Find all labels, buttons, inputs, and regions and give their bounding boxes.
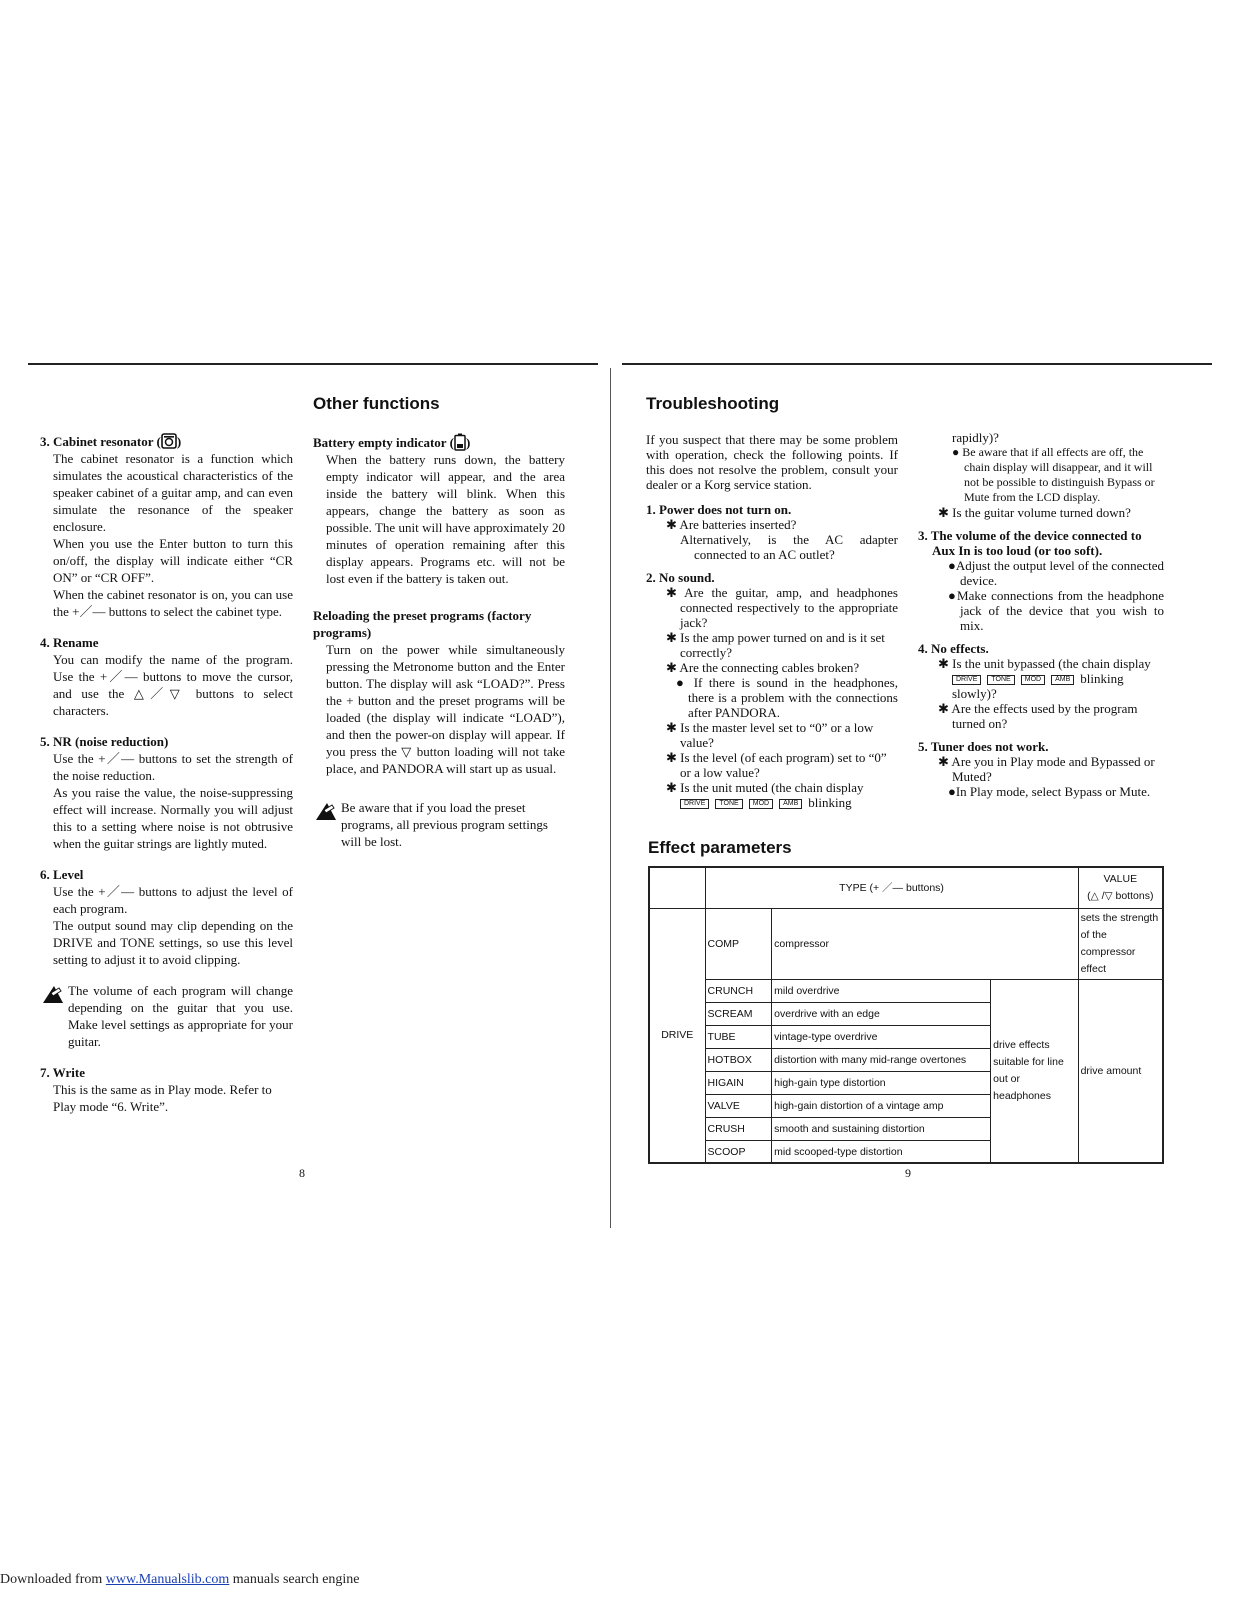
effect-parameters-heading: Effect parameters bbox=[648, 838, 792, 857]
section-write bbox=[40, 1064, 293, 1115]
section-nr bbox=[40, 733, 293, 852]
paragraph: Use the +／— buttons to adjust the level of each program. bbox=[53, 884, 293, 916]
paragraph: The cabinet resonator is a function which simulates the acoustical characteristics of the speaker cabinet of a guitar amp, and can even simulate the resonance of the speaker enclosure. bbox=[53, 451, 293, 534]
warning-text: Be aware that if you load the preset programs, all previous program settings will be lost. bbox=[341, 800, 548, 849]
section-title: 4. Rename bbox=[40, 635, 99, 650]
chain-chip-drive: DRIVE bbox=[680, 799, 709, 809]
other-functions-heading: Other functions bbox=[313, 394, 440, 413]
chain-chip-tone: TONE bbox=[987, 675, 1014, 685]
trouble-item-5: 5. Tuner does not work. ✱ Are you in Play mode and Bypassed or Muted? ●In Play mode, select Bypass or Mute. bbox=[918, 739, 1164, 799]
warning-text: The volume of each program will change depending on the guitar that you use. Make level settings as appropriate for your guitar. bbox=[68, 983, 293, 1049]
table-row bbox=[649, 979, 1163, 1002]
section-title: 3. Cabinet resonator ( bbox=[40, 434, 161, 449]
page-number-right: 9 bbox=[905, 1166, 911, 1180]
download-footer: Downloaded from www.Manualslib.com manuals search engine bbox=[0, 1572, 360, 1587]
item-title: 1. Power does not turn on. bbox=[646, 502, 792, 517]
section-title: 6. Level bbox=[40, 867, 84, 882]
paragraph: When the cabinet resonator is on, you can use the +／— buttons to select the cabinet type. bbox=[53, 587, 293, 619]
type-cell: HIGAIN bbox=[705, 1071, 772, 1094]
troubleshooting-heading: Troubleshooting bbox=[646, 394, 780, 413]
value-cell: sets the strength of the compressor effect bbox=[1078, 908, 1163, 979]
group-cell-drive: DRIVE bbox=[649, 908, 705, 1163]
item-title: 4. No effects. bbox=[918, 641, 989, 656]
type-cell: SCREAM bbox=[705, 1002, 772, 1025]
desc-cell: high-gain type distortion bbox=[772, 1071, 991, 1094]
other-functions-column bbox=[313, 433, 565, 864]
table-row bbox=[649, 908, 1163, 979]
reload-warning bbox=[313, 799, 565, 850]
paragraph: Turn on the power while simultaneously pressing the Metronome button and the Enter button. The display will ask “LOAD?”. Press the + button and the preset programs will be loaded (the display will indicate “LOAD”), and then the power-on display will appear. If you press the ▽ button loading will not take place, and PANDORA will start up as usual. bbox=[326, 642, 565, 776]
chain-display: DRIVE TONE MOD AMB blinking slowly)? bbox=[952, 671, 1124, 701]
top-rule-right bbox=[622, 363, 1212, 365]
cabinet-icon bbox=[161, 433, 177, 449]
paragraph: When you use the Enter button to turn this on/off, the display will indicate either “CR ON” or “CR OFF”. bbox=[53, 536, 293, 585]
chain-display: DRIVE TONE MOD AMB blinking bbox=[680, 795, 898, 810]
trouble-item-4: 4. No effects. ✱ Is the unit bypassed (the chain display DRIVE TONE MOD AMB blinking slowly)? ✱ Are the effects used by the program turned on? bbox=[918, 641, 1164, 731]
trouble-item-2: 2. No sound. ✱ Are the guitar, amp, and headphones connected respectively to the appropriate jack? ✱ Is the amp power turned on and is it set correctly? ✱ Are the connecting cables broken? ● If there is sound in the headphones, there is a problem with the connections after PANDORA. ✱ Is the master level set to “0” or a low value? ✱ Is the level (of each program) set to “0” or a low value? ✱ Is the unit muted (the chain display DRIVE TONE MOD AMB blinking bbox=[646, 570, 898, 810]
section-title: 5. NR (noise reduction) bbox=[40, 734, 169, 749]
chain-chip-mod: MOD bbox=[1021, 675, 1045, 685]
page-number-left: 8 bbox=[299, 1166, 305, 1180]
type-cell: HOTBOX bbox=[705, 1048, 772, 1071]
paragraph: When the battery runs down, the battery empty indicator will appear, and the area inside the battery will blink. When this appears, change the battery as soon as possible. The unit will have approximately 20 minutes of operation remaining after this display appears. Programs etc. will not be lost even if the battery is taken out. bbox=[326, 452, 565, 586]
chain-chip-drive: DRIVE bbox=[952, 675, 981, 685]
type-cell: CRUSH bbox=[705, 1117, 772, 1140]
desc-cell: compressor bbox=[772, 908, 1078, 979]
chain-chip-tone: TONE bbox=[715, 799, 742, 809]
drive-note-cell: drive effects suitable for line out or headphones bbox=[991, 979, 1078, 1163]
section-cabinet-resonator: 3. Cabinet resonator ( ) The cabinet resonator is a function which simulates the acoustical characteristics of the speaker cabinet of a guitar amp, and can even simulate the resonance of the speaker enclosure. When you use the Enter button to turn this on/off, the display will indicate either “CR ON” or “CR OFF”. When the cabinet resonator is on, you can use the +／— buttons to select the cabinet type. bbox=[40, 434, 293, 619]
warning-hand-icon bbox=[42, 984, 64, 1004]
trouble-item-1: 1. Power does not turn on. ✱ Are batteries inserted? Alternatively, is the AC adapter connected to an AC outlet? bbox=[646, 502, 898, 562]
item-title: 3. The volume of the device connected to Aux In is too loud (or too soft). bbox=[918, 528, 1142, 558]
paragraph: The output sound may clip depending on the DRIVE and TONE settings, so use this level setting to adjust it to avoid clipping. bbox=[53, 918, 293, 967]
type-cell: COMP bbox=[705, 908, 772, 979]
chain-chip-mod: MOD bbox=[749, 799, 773, 809]
trouble-item-3: 3. The volume of the device connected to Aux In is too loud (or too soft). ●Adjust the output level of the connected device. ●Make connections from the headphone jack of the device that you wish to mix. bbox=[918, 528, 1164, 633]
value-column-header: VALUE (△ /▽ bottons) bbox=[1078, 867, 1163, 908]
troubleshooting-column-2 bbox=[918, 430, 1164, 807]
chain-chip-amb: AMB bbox=[1051, 675, 1074, 685]
effect-parameters-table bbox=[648, 866, 1164, 1164]
paragraph: This is the same as in Play mode. Refer to Play mode “6. Write”. bbox=[53, 1082, 272, 1114]
paragraph: You can modify the name of the program. Use the +／— buttons to move the cursor, and use the △／▽ buttons to select characters. bbox=[53, 652, 293, 718]
desc-cell: overdrive with an edge bbox=[772, 1002, 991, 1025]
desc-cell: mid scooped-type distortion bbox=[772, 1140, 991, 1163]
section-title: Reloading the preset programs (factory programs) bbox=[313, 608, 532, 640]
page-spine bbox=[610, 368, 611, 1228]
desc-cell: high-gain distortion of a vintage amp bbox=[772, 1094, 991, 1117]
trouble-item-2-cont: rapidly)? ● Be aware that if all effects are off, the chain display will disappear, and it will not be possible to distinguish Bypass or Mute from the LCD display. ✱ Is the guitar volume turned down? bbox=[938, 430, 1155, 520]
desc-cell: smooth and sustaining distortion bbox=[772, 1117, 991, 1140]
section-battery: Battery empty indicator ( ) When the battery runs down, the battery empty indicator will appear, and the area inside the battery will blink. When this appears, change the battery as soon as possible. The unit will have approximately 20 minutes of operation remaining after this display appears. Programs etc. will not be lost even if the battery is taken out. bbox=[313, 435, 565, 586]
top-rule-left bbox=[28, 363, 598, 365]
table-header-row bbox=[649, 867, 1163, 908]
section-title: Battery empty indicator ( bbox=[313, 435, 454, 450]
item-title: 5. Tuner does not work. bbox=[918, 739, 1049, 754]
troubleshooting-intro: If you suspect that there may be some problem with operation, check the following points. If this does not resolve the problem, consult your dealer or a Korg service station. bbox=[646, 432, 898, 492]
type-column-header: TYPE (+ ／— buttons) bbox=[705, 867, 1078, 908]
chain-chip-amb: AMB bbox=[779, 799, 802, 809]
section-reload bbox=[313, 607, 565, 777]
left-column bbox=[40, 433, 293, 1129]
type-cell: CRUNCH bbox=[705, 979, 772, 1002]
type-cell: VALVE bbox=[705, 1094, 772, 1117]
battery-icon bbox=[454, 433, 466, 451]
desc-cell: vintage-type overdrive bbox=[772, 1025, 991, 1048]
troubleshooting-column-1 bbox=[646, 432, 898, 818]
paragraph: As you raise the value, the noise-suppressing effect will increase. Normally you will adjust this to a setting where noise is not obtrusive when the guitar strings are lightly muted. bbox=[53, 785, 293, 851]
paragraph: Use the +／— buttons to set the strength of the noise reduction. bbox=[53, 751, 293, 783]
type-cell: SCOOP bbox=[705, 1140, 772, 1163]
item-title: 2. No sound. bbox=[646, 570, 715, 585]
type-cell: TUBE bbox=[705, 1025, 772, 1048]
section-rename bbox=[40, 634, 293, 719]
warning-hand-icon bbox=[315, 801, 337, 821]
drive-value-cell: drive amount bbox=[1078, 979, 1163, 1163]
manualslib-link[interactable]: www.Manualslib.com bbox=[105, 1572, 230, 1587]
desc-cell: distortion with many mid-range overtones bbox=[772, 1048, 991, 1071]
section-level bbox=[40, 866, 293, 968]
section-title: 7. Write bbox=[40, 1065, 86, 1080]
level-warning bbox=[40, 982, 293, 1050]
desc-cell: mild overdrive bbox=[772, 979, 991, 1002]
